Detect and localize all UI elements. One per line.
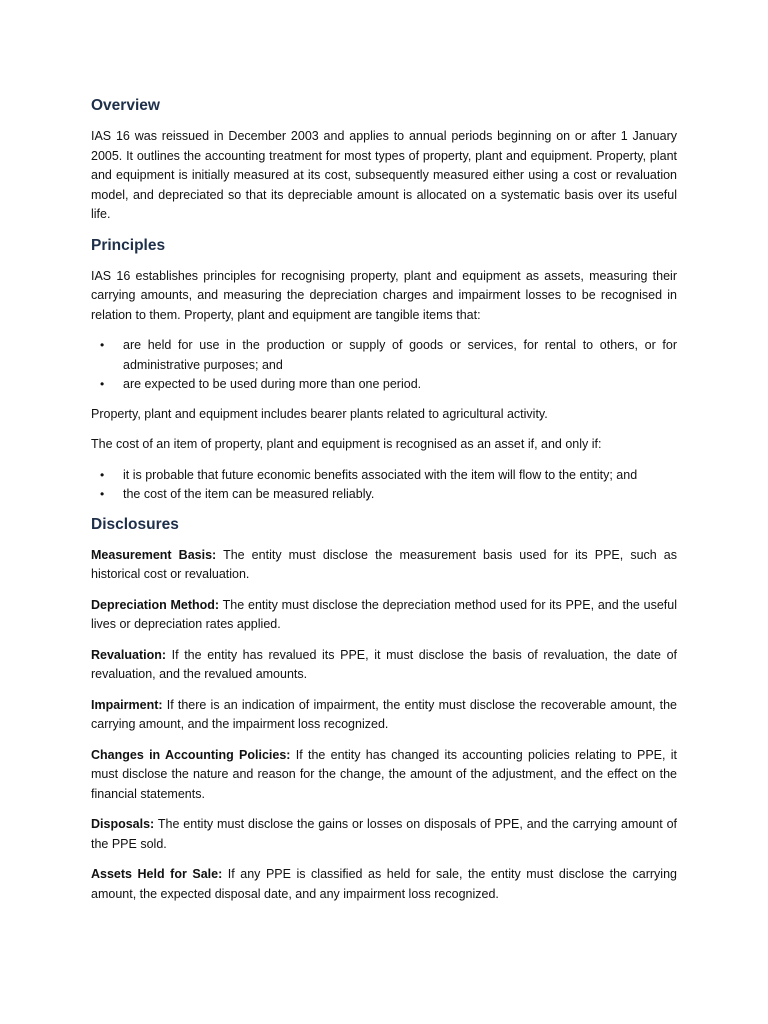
- bullet-icon: •: [100, 467, 105, 482]
- disclosure-term: Measurement Basis:: [91, 547, 217, 562]
- list-item-text: it is probable that future economic benefits associated with the item will flow to the entity; and: [123, 467, 638, 482]
- disclosure-text: If the entity has revalued its PPE, it must disclose the basis of revaluation, the date of revaluation, and the revalued amounts.: [91, 647, 677, 681]
- list-item: [91, 336, 677, 375]
- principles-intro-paragraph: IAS 16 establishes principles for recognising property, plant and equipment as assets, measuring their carrying amounts, and measuring the depreciation charges and impairment losses to be recognised in relation to them. Property, plant and equipment are tangible items that:: [91, 268, 677, 322]
- disclosure-measurement-basis: [91, 546, 677, 585]
- disclosure-text: If the entity has changed its accounting policies relating to PPE, it must disclose the nature and reason for the change, the amount of the adjustment, and the effect on the financial statements.: [91, 747, 677, 801]
- bullet-icon: •: [100, 338, 105, 352]
- disclosure-changes-in-accounting-policies: [91, 746, 677, 805]
- overview-paragraph: IAS 16 was reissued in December 2003 and applies to annual periods beginning on or after 1 January 2005. It outlines the accounting treatment for most types of property, plant and equipment. Property, plant and equipment is initially measured at its cost, subsequently measured either using a cost or revaluation model, and depreciated so that its depreciable amount is allocated on a systematic basis over its useful life.: [91, 129, 677, 221]
- disclosure-text: The entity must disclose the depreciation method used for its PPE, and the useful lives or depreciation rates applied.: [91, 597, 677, 631]
- overview-heading: Overview: [91, 97, 160, 114]
- disclosure-text: The entity must disclose the gains or losses on disposals of PPE, and the carrying amount of the PPE sold.: [91, 817, 677, 851]
- disclosure-term: Disposals:: [91, 817, 155, 831]
- disclosure-impairment: [91, 696, 677, 735]
- disclosures-heading: Disclosures: [91, 515, 179, 533]
- list-item-text: are held for use in the production or supply of goods or services, for rental to others, or for administrative purposes; and: [123, 338, 677, 372]
- disclosure-text: If there is an indication of impairment, the entity must disclose the recoverable amount, the carrying amount, and the impairment loss recognized.: [91, 697, 677, 731]
- list-item-text: are expected to be used during more than one period.: [123, 377, 422, 391]
- recognition-criteria-list: [91, 466, 677, 505]
- disclosure-text: If any PPE is classified as held for sale, the entity must disclose the carrying amount, the expected disposal date, and any impairment loss recognized.: [91, 867, 677, 901]
- bearer-plants-paragraph: Property, plant and equipment includes bearer plants related to agricultural activity.: [91, 406, 548, 421]
- disclosure-assets-held-for-sale: [91, 865, 677, 904]
- recognition-intro-paragraph: The cost of an item of property, plant and equipment is recognised as an asset if, and only if:: [91, 437, 602, 451]
- bullet-icon: •: [100, 487, 105, 501]
- list-item: [91, 375, 677, 395]
- list-item: [91, 485, 677, 505]
- disclosure-text: The entity must disclose the measurement basis used for its PPE, such as historical cost or revaluation.: [91, 547, 678, 581]
- list-item-text: the cost of the item can be measured reliably.: [123, 487, 375, 501]
- tangible-items-list: [91, 336, 677, 395]
- bullet-icon: •: [100, 377, 105, 391]
- principles-section: [91, 236, 677, 505]
- list-item: [91, 466, 677, 486]
- disclosure-term: Assets Held for Sale:: [91, 867, 223, 881]
- disclosure-depreciation-method: [91, 596, 677, 635]
- disclosure-term: Impairment:: [91, 697, 163, 712]
- overview-section: [91, 96, 677, 225]
- disclosures-section: [91, 515, 677, 905]
- disclosure-term: Changes in Accounting Policies:: [91, 747, 291, 762]
- disclosure-term: Depreciation Method:: [91, 597, 220, 612]
- document-page: [91, 96, 677, 915]
- principles-heading: Principles: [91, 236, 166, 254]
- disclosure-disposals: [91, 815, 677, 854]
- disclosure-term: Revaluation:: [91, 647, 167, 662]
- disclosure-revaluation: [91, 646, 677, 685]
